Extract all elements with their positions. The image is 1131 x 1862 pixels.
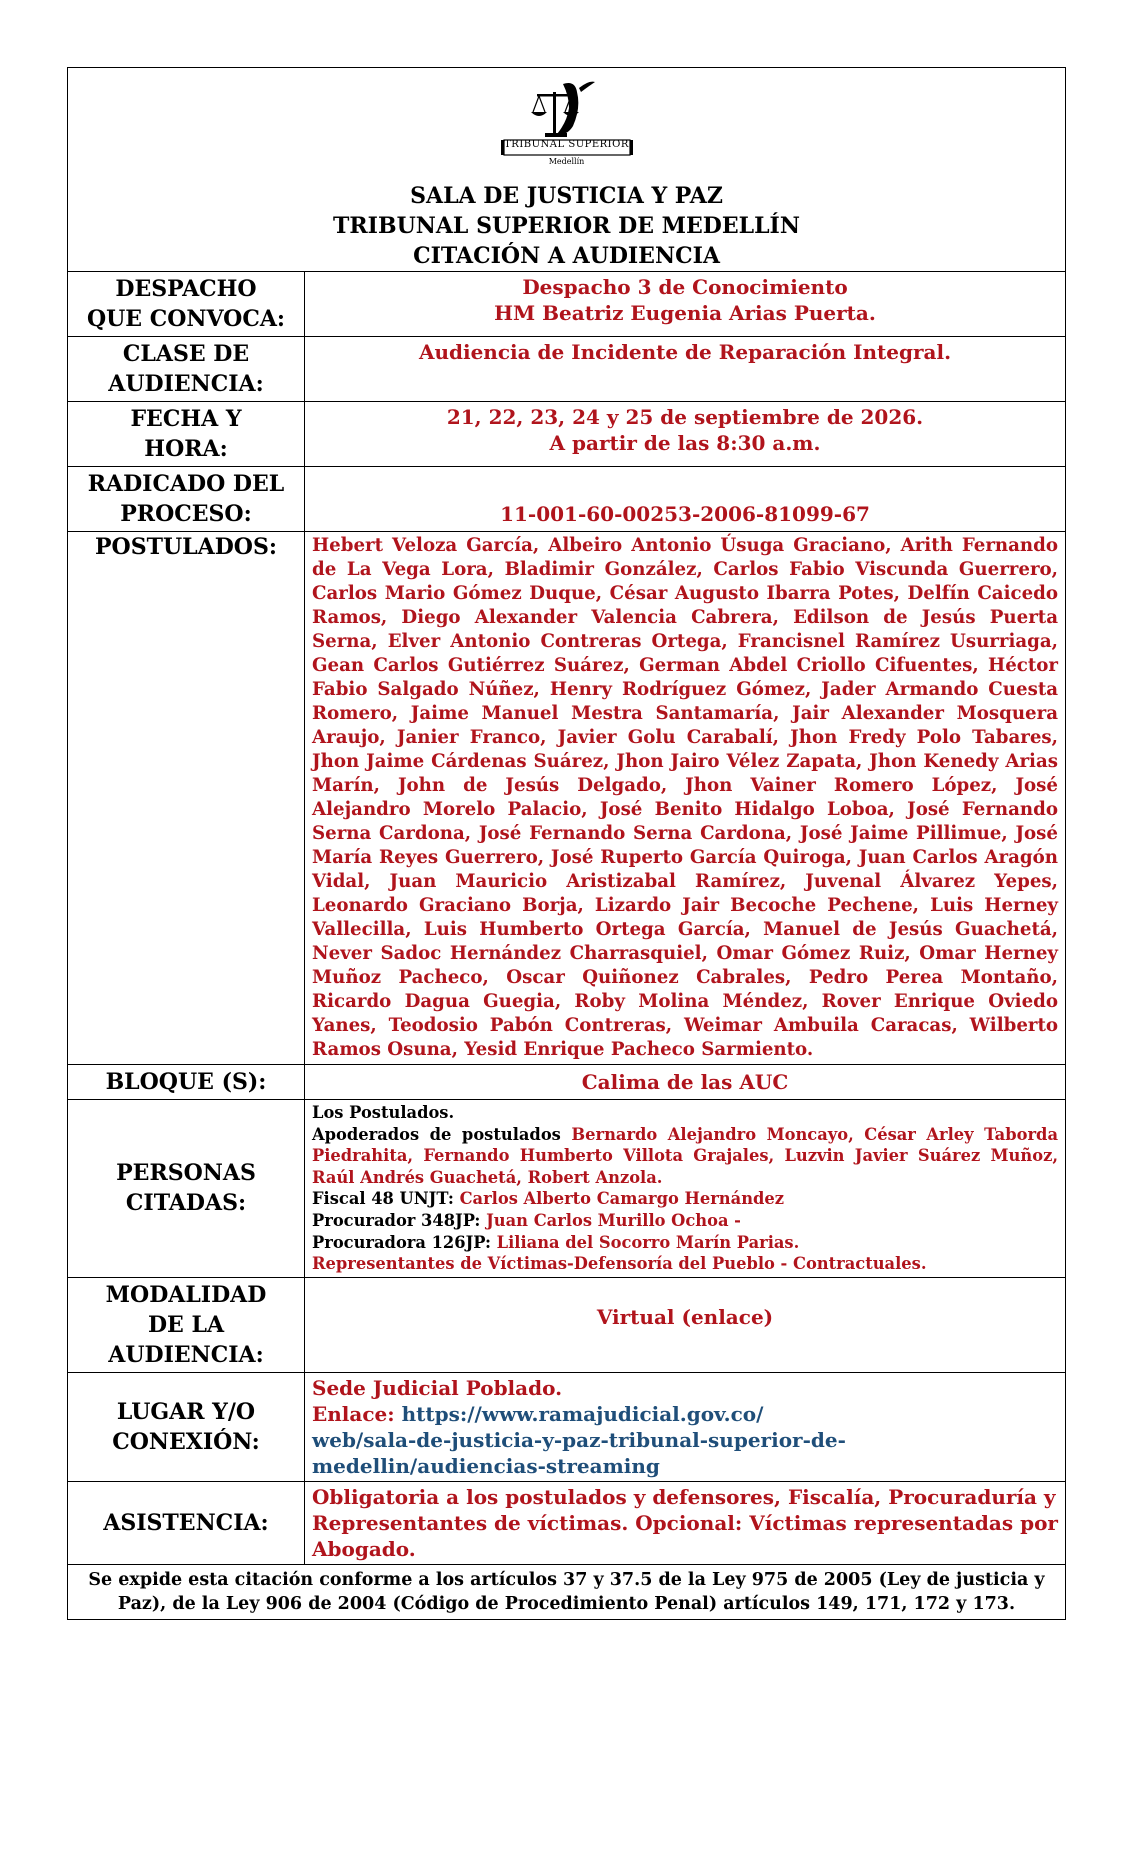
header-row (68, 68, 1066, 272)
radicado-label: RADICADO DEL PROCESO: (68, 467, 305, 532)
clase-label: CLASE DE AUDIENCIA: (68, 337, 305, 402)
logo-subtext: Medellín (548, 157, 585, 166)
lugar-row (68, 1372, 1066, 1481)
bloque-value: Calima de las AUC (305, 1065, 1066, 1100)
postulados-label: POSTULADOS: (68, 532, 305, 1065)
personas-label: PERSONAS CITADAS: (68, 1100, 305, 1278)
personas-value (305, 1100, 1066, 1278)
modalidad-row (68, 1277, 1066, 1372)
despacho-row (68, 272, 1066, 337)
lugar-enlace: Enlace: https://www.ramajudicial.gov.co/ (312, 1401, 764, 1426)
asistencia-label: ASISTENCIA: (68, 1481, 305, 1564)
personas-procuradora: Procuradora 126JP: Liliana del Socorro Marín Parias. (312, 1232, 800, 1252)
streaming-link-cont-1[interactable]: web/sala-de-justicia-y-paz-tribunal-superior-de- (312, 1427, 846, 1452)
personas-row (68, 1100, 1066, 1278)
personas-procurador: Procurador 348JP: Juan Carlos Murillo Ochoa - (312, 1210, 741, 1230)
fecha-label: FECHA Y HORA: (68, 402, 305, 467)
title-sala: SALA DE JUSTICIA Y PAZ (410, 183, 723, 209)
radicado-row (68, 467, 1066, 532)
bloque-row (68, 1065, 1066, 1100)
asistencia-value: Obligatoria a los postulados y defensores, Fiscalía, Procuraduría y Representantes de víctimas. Opcional: Víctimas representadas por Abogado. (305, 1481, 1066, 1564)
fecha-value (305, 402, 1066, 467)
lugar-label: LUGAR Y/O CONEXIÓN: (68, 1372, 305, 1481)
clase-value: Audiencia de Incidente de Reparación Integral. (305, 337, 1066, 402)
magistrate-name: HM Beatriz Eugenia Arias Puerta. (494, 301, 876, 325)
asistencia-row (68, 1481, 1066, 1564)
header-cell (68, 68, 1066, 272)
title-tribunal: TRIBUNAL SUPERIOR DE MEDELLÍN (333, 213, 800, 239)
radicado-value: 11-001-60-00253-2006-81099-67 (305, 467, 1066, 532)
footer-row (68, 1564, 1066, 1619)
streaming-link-cont-2[interactable]: medellin/audiencias-streaming (312, 1453, 660, 1478)
modalidad-label: MODALIDAD DE LA AUDIENCIA: (68, 1277, 305, 1372)
postulados-value: Hebert Veloza García, Albeiro Antonio Úsuga Graciano, Arith Fernando de La Vega Lora, Bladimir González, Carlos Fabio Viscunda Guerrero, Carlos Mario Gómez Duque, César Augusto Ibarra Potes, Delfín Caicedo Ramos, Diego Alexander Valencia Cabrera, Edilson de Jesús Puerta Serna, Elver Antonio Contreras Ortega, Francisnel Ramírez Usurriaga, Gean Carlos Gutiérrez Suárez, German Abdel Criollo Cifuentes, Héctor Fabio Salgado Núñez, Henry Rodríguez Gómez, Jader Armando Cuesta Romero, Jaime Manuel Mestra Santamaría, Jair Alexander Mosquera Araujo, Janier Franco, Javier Golu Carabalí, Jhon Fredy Polo Tabares, Jhon Jaime Cárdenas Suárez, Jhon Jairo Vélez Zapata, Jhon Kenedy Arias Marín, John de Jesús Delgado, Jhon Vainer Romero López, José Alejandro Morelo Palacio, José Benito Hidalgo Loboa, José Fernando Serna Cardona, José Fernando Serna Cardona, José Jaime Pillimue, José María Reyes Guerrero, José Ruperto García Quiroga, Juan Carlos Aragón Vidal, Juan Mauricio Aristizabal Ramírez, Juvenal Álvarez Yepes, Leonardo Graciano Borja, Lizardo Jair Becoche Pechene, Luis Herney Vallecilla, Luis Humberto Ortega García, Manuel de Jesús Guachetá, Never Sadoc Hernández Charrasquiel, Omar Gómez Ruiz, Omar Herney Muñoz Pacheco, Oscar Quiñonez Cabrales, Pedro Perea Montaño, Ricardo Dagua Guegia, Roby Molina Méndez, Rover Enrique Oviedo Yanes, Teodosio Pabón Contreras, Weimar Ambuila Caracas, Wilberto Ramos Osuna, Yesid Enrique Pacheco Sarmiento. (305, 532, 1066, 1065)
fecha-dates: 21, 22, 23, 24 y 25 de septiembre de 2026. (446, 405, 924, 429)
citation-table (67, 67, 1066, 1620)
lugar-value (305, 1372, 1066, 1481)
fecha-row (68, 402, 1066, 467)
bloque-label: BLOQUE (S): (68, 1065, 305, 1100)
footer-legal-text: Se expide esta citación conforme a los artículos 37 y 37.5 de la Ley 975 de 2005 (Ley de justicia y Paz), de la Ley 906 de 2004 (Código de Procedimiento Penal) artículos 149, 171, 172 y 173. (68, 1564, 1066, 1619)
postulados-row (68, 532, 1066, 1065)
personas-postulados: Los Postulados. (312, 1103, 455, 1122)
title-citacion: CITACIÓN A AUDIENCIA (413, 243, 720, 269)
personas-apoderados: Apoderados de postulados Bernardo Alejandro Moncayo, César Arley Taborda Piedrahita, Fernando Humberto Villota Grajales, Luzvin Javier Suárez Muñoz, Raúl Andrés Guachetá, Robert Anzola. (312, 1124, 1058, 1187)
despacho-value (305, 272, 1066, 337)
lugar-sede: Sede Judicial Poblado. (312, 1375, 563, 1400)
personas-fiscal: Fiscal 48 UNJT: Carlos Alberto Camargo Hernández (312, 1189, 785, 1209)
despacho-label: DESPACHO QUE CONVOCA: (68, 272, 305, 337)
citation-document (67, 67, 1066, 1620)
modalidad-value: Virtual (enlace) (305, 1277, 1066, 1372)
despacho-name: Despacho 3 de Conocimiento (522, 275, 848, 299)
personas-representantes: Representantes de Víctimas-Defensoría del Pueblo - Contractuales. (312, 1254, 927, 1274)
fecha-time: A partir de las 8:30 a.m. (549, 431, 821, 455)
logo-text: TRIBUNAL SUPERIOR (504, 139, 629, 150)
clase-row (68, 337, 1066, 402)
streaming-link[interactable]: https://www.ramajudicial.gov.co/ (401, 1401, 764, 1426)
